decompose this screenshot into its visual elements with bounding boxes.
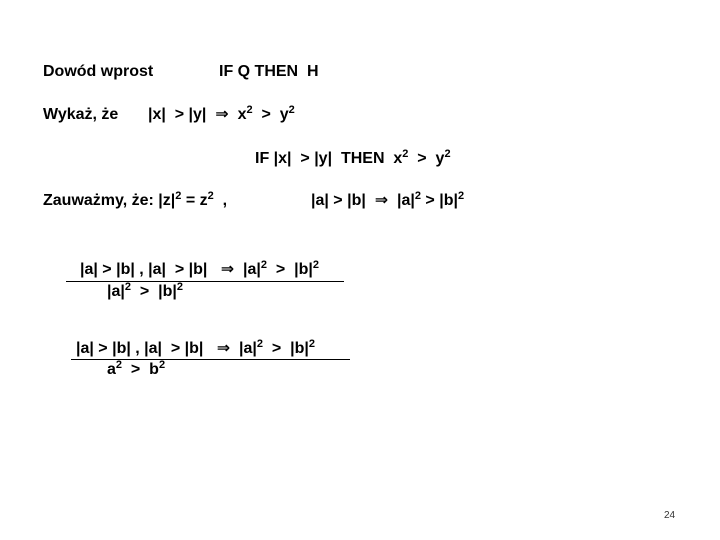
inference-2-premise-a: |a| > |b| , |a| > |b| ⇒ |a| <box>76 340 257 357</box>
inference-1-exponent-2: 2 <box>312 259 319 271</box>
inference-2-exponent-4: 2 <box>158 359 166 371</box>
inference-1-conclusion-a: |a| <box>107 283 125 300</box>
inference-2-rule <box>71 359 350 360</box>
implication-exponent-1: 2 <box>414 190 421 202</box>
inference-1-premise <box>80 259 319 278</box>
if-then-heading: IF Q THEN H <box>219 63 319 80</box>
inference-1-premise-b: > |b| <box>267 261 313 278</box>
observation-comma: , <box>213 192 228 209</box>
inference-2-premise <box>76 338 315 357</box>
observation-statement <box>43 190 228 209</box>
inference-2-premise-b: > |b| <box>263 340 309 357</box>
inference-2-conclusion <box>107 359 166 378</box>
claim-part-a: |x| > |y| ⇒ x <box>148 106 247 123</box>
if-then-part-b: > y <box>408 150 445 167</box>
inference-1-premise-a: |a| > |b| , |a| > |b| ⇒ |a| <box>80 261 261 278</box>
observation-implication <box>311 190 465 209</box>
implication-part-b: > |b| <box>420 192 458 209</box>
inference-1-conclusion-b: > |b| <box>130 283 177 300</box>
observation-exponent-1: 2 <box>175 190 182 202</box>
proof-type-heading: Dowód wprost <box>43 63 154 80</box>
inference-1-exponent-4: 2 <box>176 281 183 293</box>
inference-1-exponent-1: 2 <box>260 259 268 271</box>
inference-2-conclusion-b: > b <box>122 361 159 378</box>
inference-1-exponent-3: 2 <box>124 281 131 293</box>
observation-part-a: Zauważmy, że: |z| <box>43 192 176 209</box>
claim-statement <box>148 104 295 123</box>
observation-exponent-2: 2 <box>207 190 214 202</box>
inference-2-conclusion-a: a <box>107 361 116 378</box>
inference-2-exponent-1: 2 <box>256 338 264 350</box>
if-then-exponent-1: 2 <box>402 148 409 160</box>
observation-part-b: = z <box>181 192 208 209</box>
if-then-exponent-2: 2 <box>444 148 451 160</box>
implication-exponent-2: 2 <box>457 190 465 202</box>
if-then-part-a: IF |x| > |y| THEN x <box>255 150 403 167</box>
claim-part-b: > y <box>252 106 289 123</box>
claim-exponent-2: 2 <box>288 104 295 116</box>
page-number: 24 <box>664 510 676 521</box>
implication-part-a: |a| > |b| ⇒ |a| <box>311 192 415 209</box>
inference-1-rule <box>66 281 344 282</box>
claim-exponent-1: 2 <box>246 104 253 116</box>
inference-2-exponent-3: 2 <box>115 359 123 371</box>
if-then-statement <box>255 148 451 167</box>
inference-2-exponent-2: 2 <box>308 338 315 350</box>
show-that-label: Wykaż, że <box>43 106 119 123</box>
inference-1-conclusion <box>107 281 183 300</box>
